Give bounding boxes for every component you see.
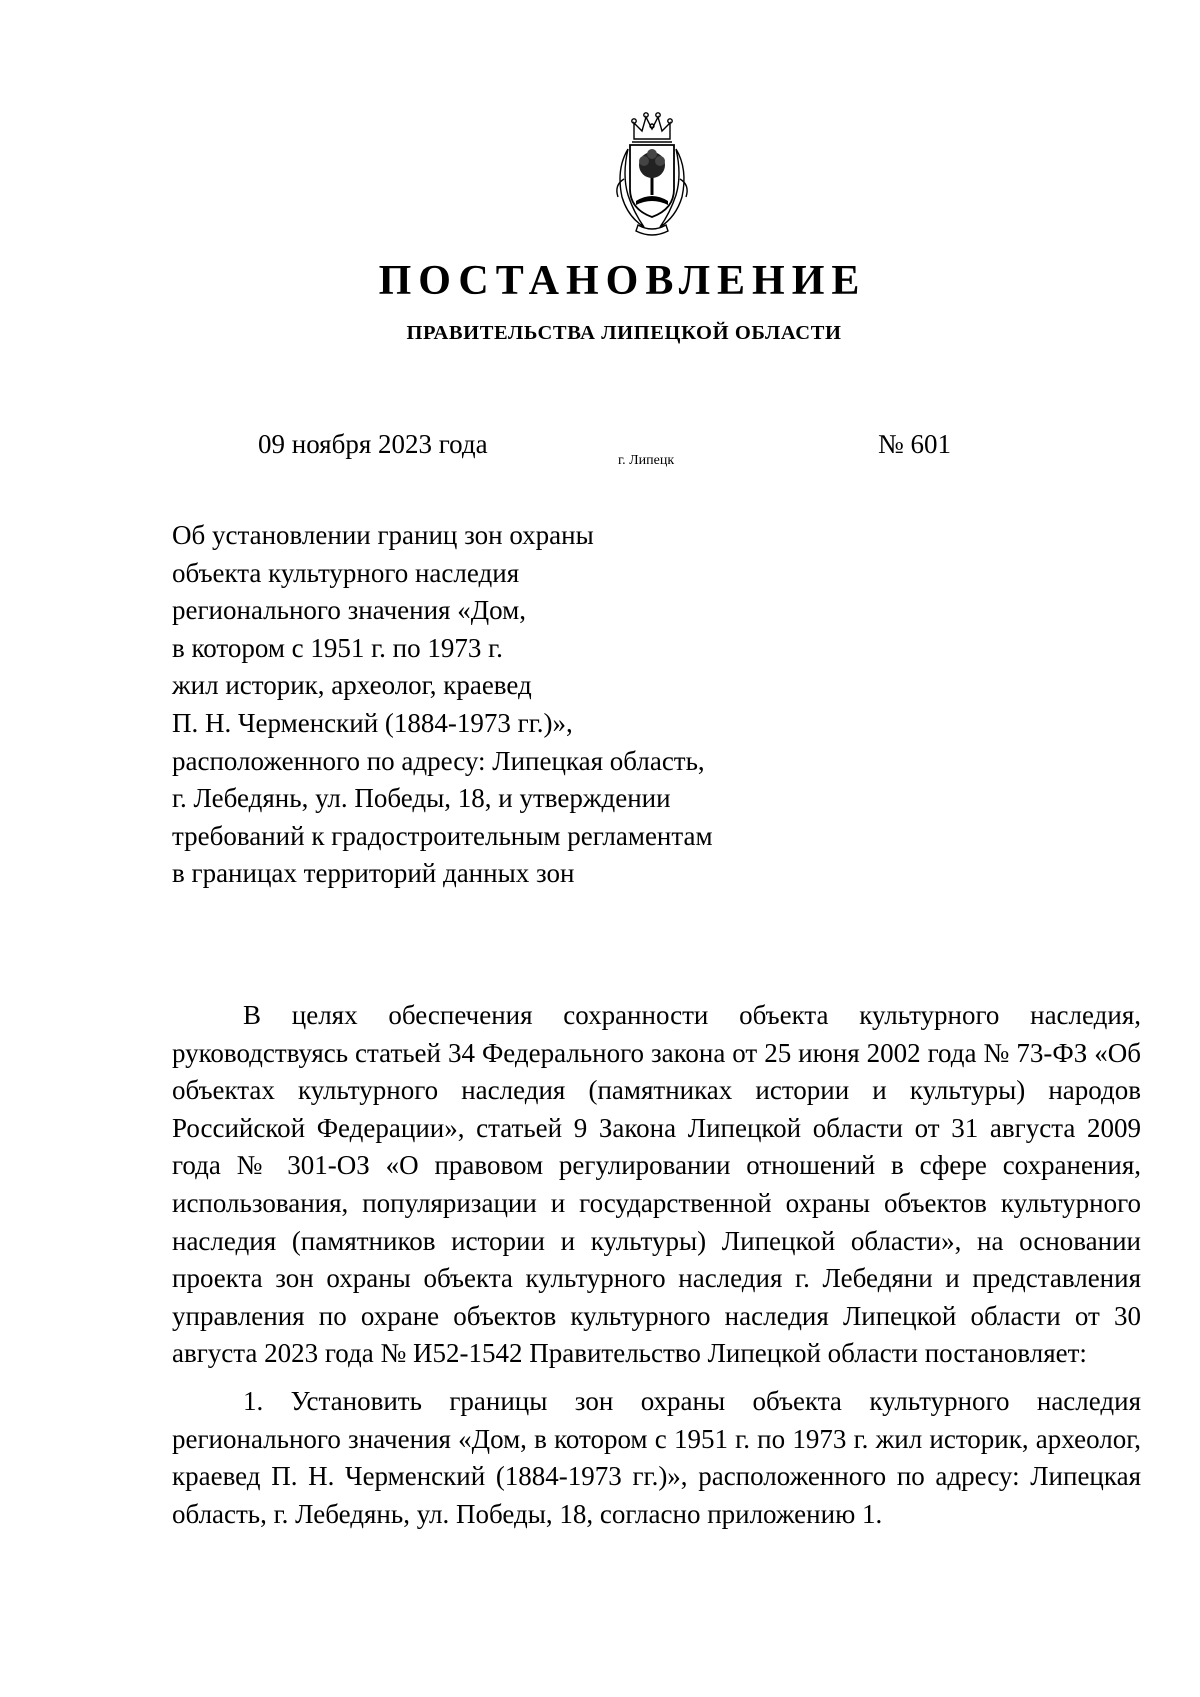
heading-line: жил историк, археолог, краевед xyxy=(172,670,532,701)
heading-line: в границах территорий данных зон xyxy=(172,858,575,889)
heading-line: П. Н. Черменский (1884-1973 гг.)», xyxy=(172,707,573,738)
heading-line: регионального значения «Дом, xyxy=(172,595,526,626)
document-title: ПОСТАНОВЛЕНИЕ xyxy=(378,258,867,304)
heading-line: Об установлении границ зон охраны xyxy=(172,520,594,550)
heading-line: требований к градостроительным регламентам xyxy=(172,820,713,851)
document-date: 09 ноября 2023 года xyxy=(258,429,488,459)
heading-line: г. Лебедянь, ул. Победы, 18, и утверждении xyxy=(172,783,671,814)
document-heading xyxy=(172,517,812,893)
heading-line: в котором с 1951 г. по 1973 г. xyxy=(172,632,503,663)
document-issuer: ПРАВИТЕЛЬСТВА ЛИПЕЦКОЙ ОБЛАСТИ xyxy=(406,322,842,344)
clause-1-paragraph: 1. Установить границы зон охраны объекта культурного наследия регионального значения «Дом, в котором с 1951 г. по 1973 г. жил историк, археолог, краевед П. Н. Черменский (1884-1973 гг.)», расположенного по адресу: Липецкая область, г. Лебедянь, ул. Победы, 18, согласно приложению 1. xyxy=(172,1386,1141,1529)
heading-line: объекта культурного наследия xyxy=(172,557,520,588)
document-number: № 601 xyxy=(878,429,952,459)
preamble-paragraph: В целях обеспечения сохранности объекта культурного наследия, руководствуясь статьей 34 Федерального закона от 25 июня 2002 года № 73-ФЗ «Об объектах культурного наследия (памятниках истории и культуры) народов Российской Федерации», статьей 9 Закона Липецкой области от 31 августа 2009 года № 301-ОЗ «О правовом регулировании отношений в сфере сохранения, использования, популяризации и государственной охраны объектов культурного наследия (памятников истории и культуры) Липецкой области», на основании проекта зон охраны объекта культурного наследия г. Лебедяни и представления управления по охране объектов культурного наследия Липецкой области от 30 августа 2023 года № И52-1542 Правительство Липецкой области постановляет: xyxy=(172,1000,1141,1369)
document-city: г. Липецк xyxy=(618,453,675,468)
heading-line: расположенного по адресу: Липецкая область, xyxy=(172,745,705,776)
lipetsk-coat-of-arms-icon xyxy=(610,109,694,237)
